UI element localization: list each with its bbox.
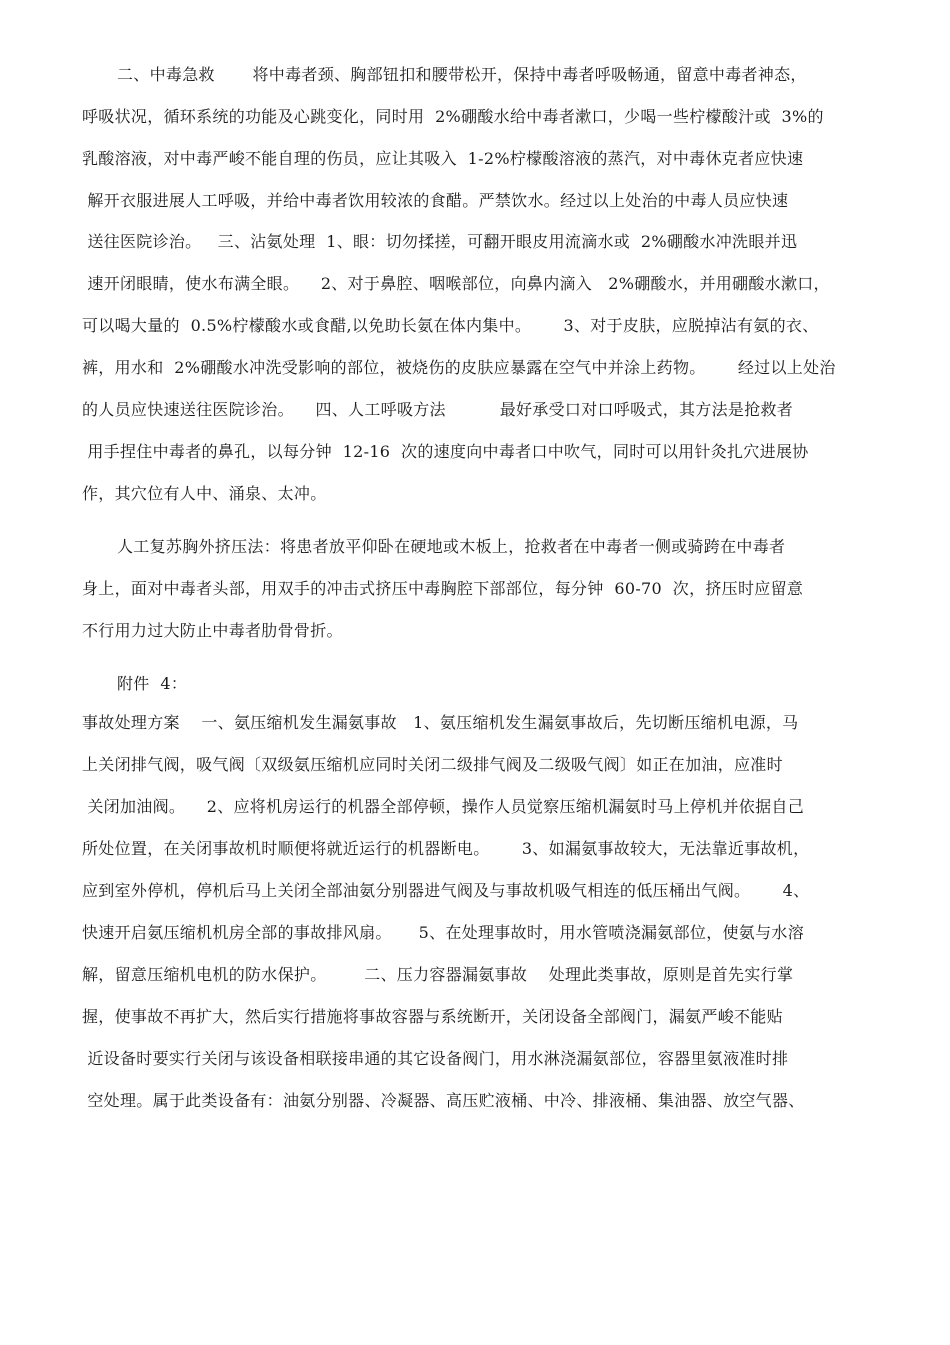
text-line: 速开闭眼睛，使水布满全眼。 2、对于鼻腔、咽喉部位，向鼻内滴入 2%硼酸水，并用硼酸水漱口， [82,274,830,293]
text-line: 事故处理方案 一、氨压缩机发生漏氨事故 1、氨压缩机发生漏氨事故后，先切断压缩机电源，马 [82,713,799,732]
text-line: 二、中毒急救 将中毒者颈、胸部钮扣和腰带松开，保持中毒者呼吸畅通，留意中毒者神态， [117,65,807,84]
text-line: 裤，用水和 2%硼酸水冲洗受影响的部位，被烧伤的皮肤应暴露在空气中并涂上药物。 经过以上处治 [82,358,836,377]
text-line: 解，留意压缩机电机的防水保护。 二、压力容器漏氨事故 处理此类事故，原则是首先实行掌 [82,965,794,984]
text-line: 关闭加油阀。 2、应将机房运行的机器全部停顿，操作人员觉察压缩机漏氨时马上停机并依据自己 [82,797,805,816]
text-line: 应到室外停机，停机后马上关闭全部油氨分别器进气阀及与事故机吸气相连的低压桶出气阀。 4、 [82,881,810,900]
text-line: 解开衣服进展人工呼吸，并给中毒者饮用较浓的食醋。严禁饮水。经过以上处治的中毒人员应快速 [82,191,789,210]
text-line: 用手捏住中毒者的鼻孔，以每分钟 12-16 次的速度向中毒者口中吹气，同时可以用针灸扎穴进展协 [82,442,809,461]
text-line: 人工复苏胸外挤压法：将患者放平仰卧在硬地或木板上，抢救者在中毒者一侧或骑跨在中毒者 [117,537,786,556]
text-line: 上关闭排气阀，吸气阀〔双级氨压缩机应同时关闭二级排气阀及二级吸气阀〕如正在加油，应准时 [82,755,783,774]
text-line: 身上，面对中毒者头部，用双手的冲击式挤压中毒胸腔下部部位，每分钟 60-70 次，挤压时应留意 [82,579,804,598]
text-line: 空处理。属于此类设备有：油氨分别器、冷凝器、高压贮液桶、中冷、排液桶、集油器、放空气器、 [82,1091,805,1110]
text-line: 不行用力过大防止中毒者肋骨骨折。 [82,621,343,640]
text-line: 快速开启氨压缩机机房全部的事故排风扇。 5、在处理事故时，用水管喷浇漏氨部位，使氨与水溶 [82,923,805,942]
text-line: 乳酸溶液，对中毒严峻不能自理的伤员，应让其吸入 1-2%柠檬酸溶液的蒸汽，对中毒休克者应快速 [82,149,804,168]
text-line: 所处位置，在关闭事故机时顺便将就近运行的机器断电。 3、如漏氨事故较大，无法靠近事故机， [82,839,810,858]
text-line: 的人员应快速送往医院诊治。 四、人工呼吸方法 最好承受口对口呼吸式，其方法是抢救者 [82,400,794,419]
text-line: 握，使事故不再扩大，然后实行措施将事故容器与系统断开，关闭设备全部阀门，漏氨严峻不能贴 [82,1007,783,1026]
text-line: 近设备时要实行关闭与该设备相联接串通的其它设备阀门，用水淋浇漏氨部位，容器里氨液准时排 [82,1049,789,1068]
text-line: 作，其穴位有人中、涌泉、太冲。 [82,484,327,503]
text-line: 呼吸状况，循环系统的功能及心跳变化，同时用 2%硼酸水给中毒者漱口，少喝一些柠檬酸汁或 3%的 [82,107,824,126]
attachment-heading: 附件 4： [117,674,188,693]
text-line: 送往医院诊治。 三、沾氨处理 1、眼：切勿揉搓，可翻开眼皮用流滴水或 2%硼酸水冲洗眼并迅 [82,232,798,251]
text-line: 可以喝大量的 0.5%柠檬酸水或食醋,以免助长氨在体内集中。 3、对于皮肤，应脱掉沾有氨的衣、 [82,316,819,335]
